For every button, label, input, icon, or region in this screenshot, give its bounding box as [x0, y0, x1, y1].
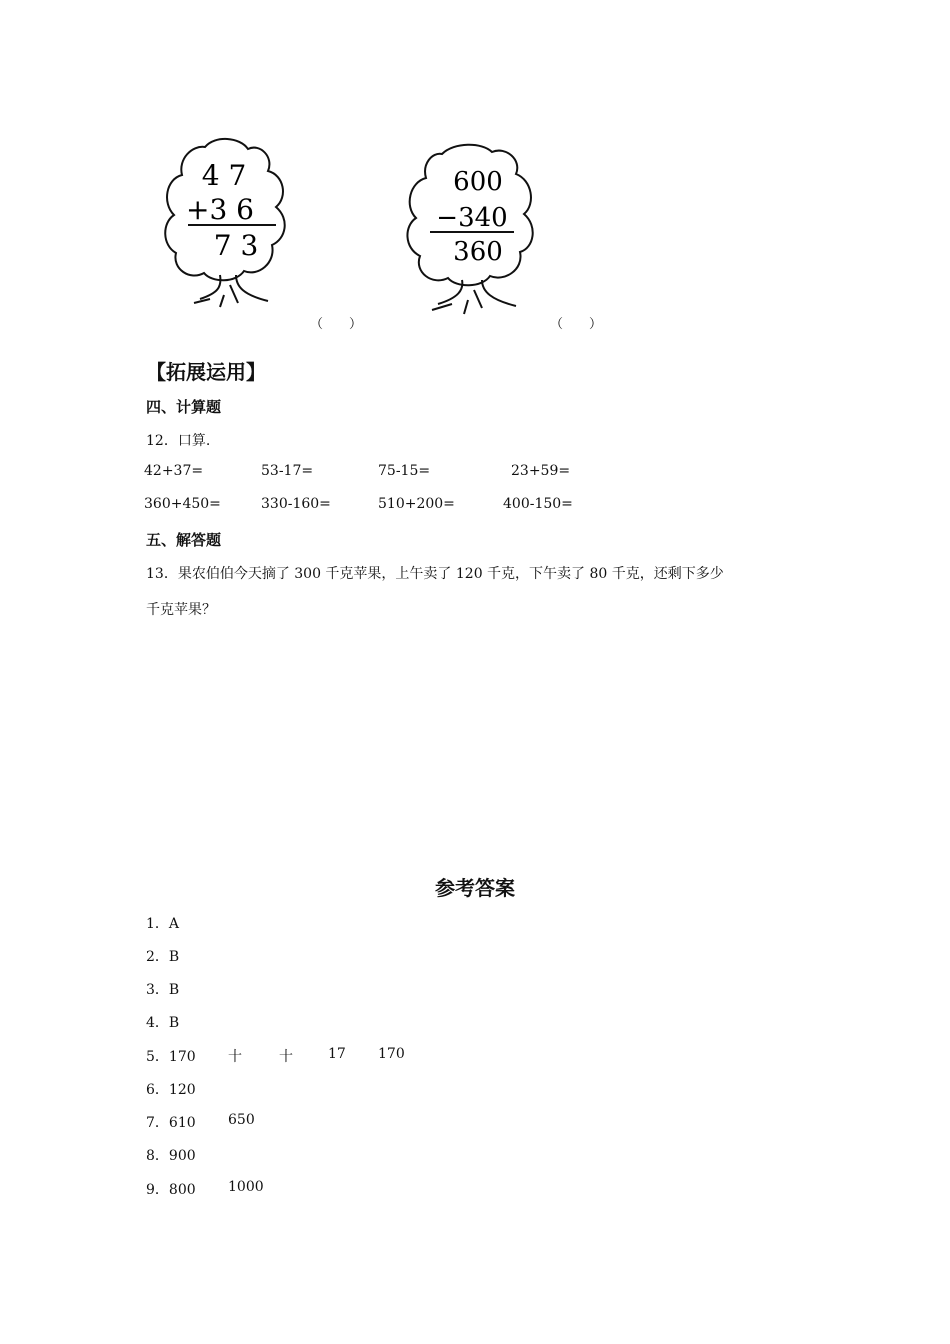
part4-title: 四、计算题 — [146, 398, 222, 416]
answers-title: 参考答案 — [435, 876, 515, 900]
tree-figure-2 — [402, 140, 552, 320]
answer-value: 9．800 — [146, 1182, 196, 1198]
calc-item: 330-160= — [261, 496, 331, 512]
question-13-line1: 13．果农伯伯今天摘了 300 千克苹果，上午卖了 120 千克，下午卖了 80 千克，还剩下多少 — [146, 566, 724, 582]
answer-value: 8．900 — [146, 1148, 196, 1164]
tree-2-operand: −340 — [436, 203, 508, 233]
section-title: 【拓展运用】 — [146, 360, 266, 384]
tree-1-top-number: 4 7 — [201, 159, 247, 192]
answer-value: 3．B — [146, 982, 180, 998]
answer-value: 650 — [228, 1112, 255, 1128]
question-13-line2: 千克苹果？ — [146, 602, 216, 618]
answer-value: 6．120 — [146, 1082, 196, 1098]
tree-2-top-number: 600 — [453, 167, 503, 197]
tree-1-result: 7 3 — [213, 229, 259, 262]
answer-value: 1000 — [228, 1179, 264, 1195]
calc-item: 23+59= — [511, 463, 571, 479]
answer-value: 十 — [279, 1049, 293, 1065]
tree-2-answer-blank: （ ） — [550, 317, 603, 332]
answer-value: 2．B — [146, 949, 180, 965]
calc-item: 400-150= — [503, 496, 573, 512]
answer-value: 170 — [378, 1046, 405, 1062]
answer-value: 1．A — [146, 916, 180, 932]
tree-1-operand: +3 6 — [186, 193, 254, 226]
tree-2-result: 360 — [453, 237, 503, 267]
answer-value: 5．170 — [146, 1049, 196, 1065]
question-12: 12．口算. — [146, 433, 211, 449]
tree-1-answer-blank: （ ） — [310, 317, 363, 332]
calc-item: 75-15= — [378, 463, 431, 479]
tree-2-outline — [402, 140, 552, 320]
tree-1-outline — [160, 135, 300, 315]
tree-figure-1 — [160, 135, 300, 315]
answer-value: 17 — [328, 1046, 346, 1062]
calc-item: 510+200= — [378, 496, 455, 512]
calc-item: 360+450= — [144, 496, 221, 512]
answer-value: 十 — [228, 1049, 242, 1065]
answer-value: 7．610 — [146, 1115, 196, 1131]
calc-item: 53-17= — [261, 463, 314, 479]
calc-item: 42+37= — [144, 463, 204, 479]
answer-value: 4．B — [146, 1015, 180, 1031]
part5-title: 五、解答题 — [146, 531, 222, 549]
